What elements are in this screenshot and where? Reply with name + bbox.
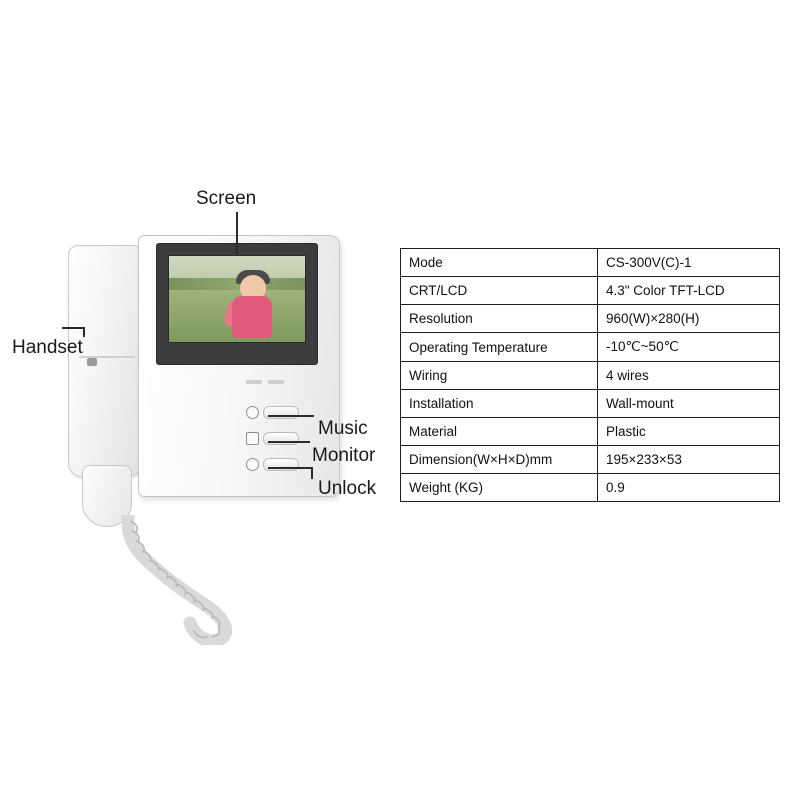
music-note-icon: [246, 406, 259, 419]
leader-monitor: [268, 441, 310, 443]
table-row: [401, 305, 780, 333]
camera-icon: [246, 432, 259, 445]
leader-handset-v: [83, 327, 85, 337]
spec-key: Resolution: [401, 305, 598, 333]
spec-key: Material: [401, 418, 598, 446]
spec-value: 960(W)×280(H): [598, 305, 780, 333]
spec-key: Mode: [401, 249, 598, 277]
spec-value: CS-300V(C)-1: [598, 249, 780, 277]
spec-value: -10℃~50℃: [598, 333, 780, 362]
leader-screen: [236, 212, 238, 254]
leader-handset-h: [62, 327, 84, 329]
handset-earpiece-icon: [87, 358, 97, 366]
spec-key: Installation: [401, 390, 598, 418]
spec-value: 4 wires: [598, 362, 780, 390]
spec-value: 4.3" Color TFT-LCD: [598, 277, 780, 305]
table-row: [401, 418, 780, 446]
spec-value: Wall-mount: [598, 390, 780, 418]
spec-key: Wiring: [401, 362, 598, 390]
handset-cord: [120, 515, 290, 645]
leader-music: [268, 415, 314, 417]
leader-unlock-v: [311, 467, 313, 479]
table-row: [401, 362, 780, 390]
leader-unlock-h: [268, 467, 312, 469]
table-row: [401, 333, 780, 362]
table-row: [401, 474, 780, 502]
screen-child-body: [232, 296, 272, 338]
speaker-slit-left: [246, 380, 262, 384]
spec-key: Weight (KG): [401, 474, 598, 502]
table-row: [401, 249, 780, 277]
callout-music: Music: [318, 418, 368, 439]
spec-key: CRT/LCD: [401, 277, 598, 305]
spec-value: 0.9: [598, 474, 780, 502]
specification-table: [400, 248, 780, 502]
unlock-button[interactable]: [263, 458, 299, 471]
monitor-button[interactable]: [263, 432, 299, 445]
table-row: [401, 390, 780, 418]
callout-screen: Screen: [196, 188, 257, 209]
spec-value: 195×233×53: [598, 446, 780, 474]
screen-display: [168, 255, 306, 343]
device-illustration: [60, 225, 400, 585]
callout-handset: Handset: [12, 337, 83, 358]
speaker-slit-right: [268, 380, 284, 384]
key-icon: [246, 458, 259, 471]
music-button[interactable]: [263, 406, 299, 419]
spec-table-body: [401, 249, 780, 502]
table-row: [401, 446, 780, 474]
callout-unlock: Unlock: [318, 478, 377, 499]
handset-graphic: [68, 245, 142, 477]
spec-key: Operating Temperature: [401, 333, 598, 362]
callout-monitor: Monitor: [312, 445, 376, 466]
table-row: [401, 277, 780, 305]
spec-value: Plastic: [598, 418, 780, 446]
spec-key: Dimension(W×H×D)mm: [401, 446, 598, 474]
